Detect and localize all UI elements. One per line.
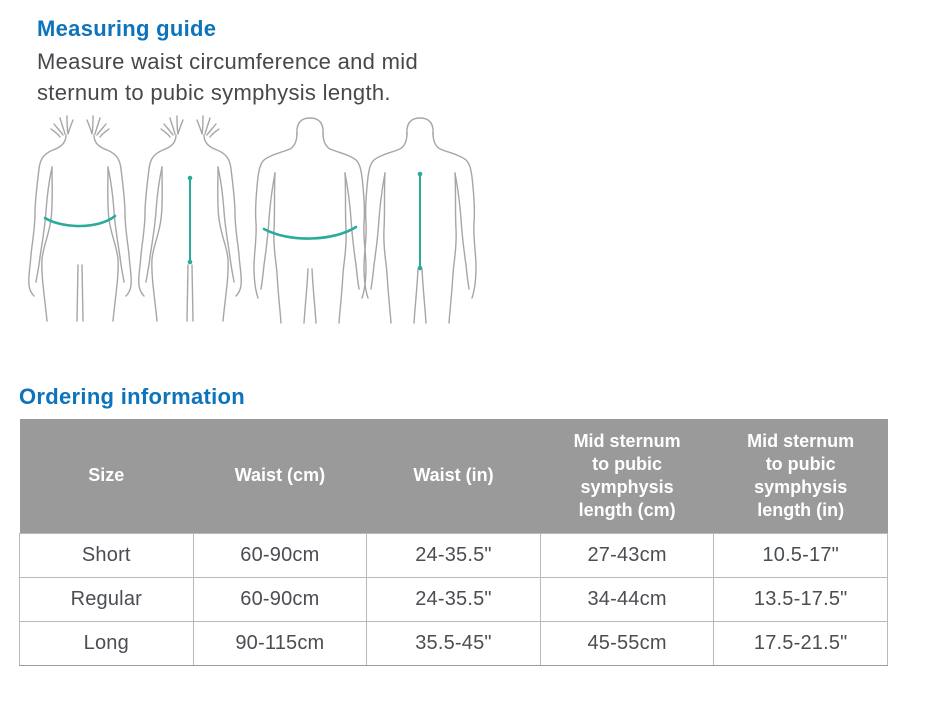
figure-male-back-waist xyxy=(254,118,366,323)
cell-waist-cm: 60-90cm xyxy=(193,533,367,577)
cell-size: Short xyxy=(20,533,194,577)
cell-waist-in: 24-35.5" xyxy=(367,577,541,621)
cell-length-cm: 27-43cm xyxy=(540,533,714,577)
table-row-long xyxy=(20,621,888,665)
cell-waist-cm: 90-115cm xyxy=(193,621,367,665)
table-row-short xyxy=(20,533,888,577)
cell-length-in: 13.5-17.5" xyxy=(714,577,888,621)
cell-waist-in: 24-35.5" xyxy=(367,533,541,577)
measuring-guide-description xyxy=(37,46,418,108)
cell-length-cm: 34-44cm xyxy=(540,577,714,621)
header-length-in: Mid sternum to pubic symphysis length (in) xyxy=(714,419,888,533)
description-line-1: Measure waist circumference and mid xyxy=(37,49,418,74)
cell-size: Regular xyxy=(20,577,194,621)
cell-size: Long xyxy=(20,621,194,665)
header-length-cm: Mid sternum to pubic symphysis length (cm) xyxy=(540,419,714,533)
header-waist-cm: Waist (cm) xyxy=(193,419,367,533)
description-line-2: sternum to pubic symphysis length. xyxy=(37,80,391,105)
cell-length-cm: 45-55cm xyxy=(540,621,714,665)
cell-waist-in: 35.5-45" xyxy=(367,621,541,665)
length-measure-line-male xyxy=(418,172,423,271)
cell-length-in: 17.5-21.5" xyxy=(714,621,888,665)
length-measure-line-female xyxy=(188,176,193,265)
table-row-regular xyxy=(20,577,888,621)
waist-measure-line-male xyxy=(264,227,356,239)
measurement-figures-illustration xyxy=(20,112,482,322)
header-waist-in: Waist (in) xyxy=(367,419,541,533)
header-size: Size xyxy=(20,419,194,533)
table-header-row xyxy=(20,419,888,533)
ordering-information-title: Ordering information xyxy=(19,384,245,409)
cell-waist-cm: 60-90cm xyxy=(193,577,367,621)
waist-measure-line-female xyxy=(45,216,115,226)
ordering-table xyxy=(19,419,888,666)
measuring-guide-title: Measuring guide xyxy=(37,16,217,41)
cell-length-in: 10.5-17" xyxy=(714,533,888,577)
